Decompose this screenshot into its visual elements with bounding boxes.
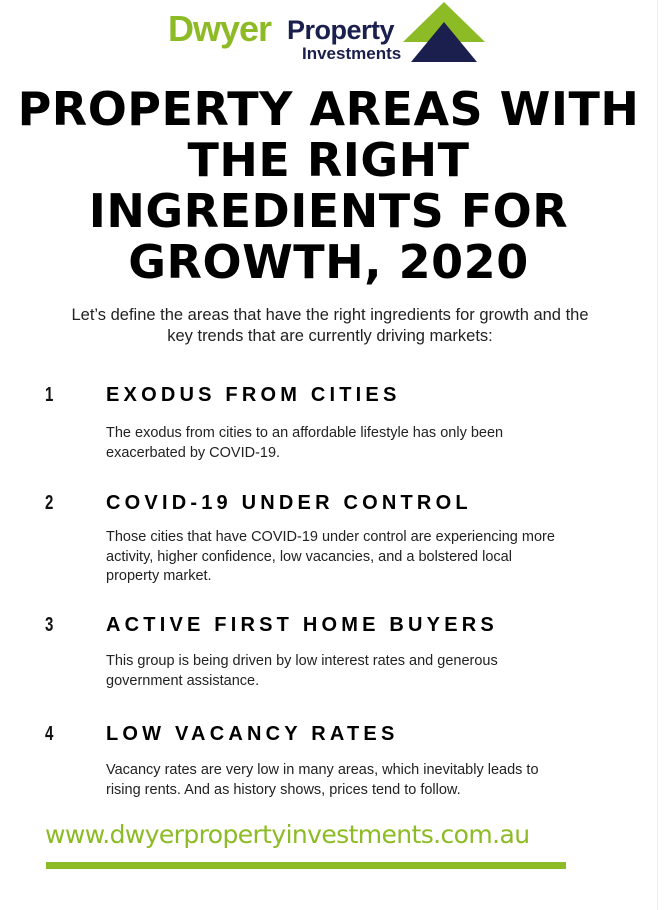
title-line: GROWTH, 2020 [128, 235, 529, 289]
item-number: 3 [45, 614, 54, 636]
item-description [106, 652, 626, 691]
intro-paragraph [30, 305, 630, 347]
website-link[interactable]: www.dwyerpropertyinvestments.com.au [45, 820, 530, 849]
logo-word-dwyer: Dwyer [168, 8, 272, 49]
item-heading: COVID-19 UNDER CONTROL [106, 492, 472, 514]
item-number: 2 [45, 492, 54, 514]
footer-accent-bar [46, 862, 566, 869]
item-description-line: rising rents. And as history shows, prices tend to follow. [106, 781, 461, 798]
item-number: 1 [45, 384, 54, 406]
item-heading: LOW VACANCY RATES [106, 723, 399, 745]
item-description-line: Vacancy rates are very low in many areas, which inevitably leads to [106, 762, 539, 778]
item-description-line: Those cities that have COVID-19 under control are experiencing more [106, 529, 555, 545]
company-logo [168, 2, 488, 66]
intro-line: Let’s define the areas that have the right ingredients for growth and the [71, 306, 589, 324]
item-heading: EXODUS FROM CITIES [106, 384, 401, 406]
title-line: THE RIGHT [187, 133, 470, 187]
page-edge-divider [657, 0, 658, 910]
item-heading: ACTIVE FIRST HOME BUYERS [106, 614, 498, 636]
item-description [106, 424, 626, 463]
roof-triangle-icon [403, 2, 485, 64]
logo-word-investments: Investments [302, 44, 402, 63]
item-description-line: exacerbated by COVID-19. [106, 444, 281, 461]
item-number: 4 [45, 723, 54, 745]
title-line: INGREDIENTS FOR [88, 184, 569, 238]
item-description-line: This group is being driven by low interest rates and generous [106, 653, 498, 669]
item-description-line: property market. [106, 568, 212, 584]
item-description [106, 761, 626, 800]
item-description-line: activity, higher confidence, low vacancies, and a bolstered local [106, 548, 512, 565]
item-description-line: The exodus from cities to an affordable lifestyle has only been [106, 425, 504, 441]
intro-line: key trends that are currently driving markets: [167, 327, 493, 345]
logo-word-property: Property [287, 15, 395, 45]
item-description-line: government assistance. [106, 672, 260, 689]
page-title [0, 84, 657, 288]
item-description [106, 528, 626, 587]
title-line: PROPERTY AREAS WITH [17, 82, 640, 136]
